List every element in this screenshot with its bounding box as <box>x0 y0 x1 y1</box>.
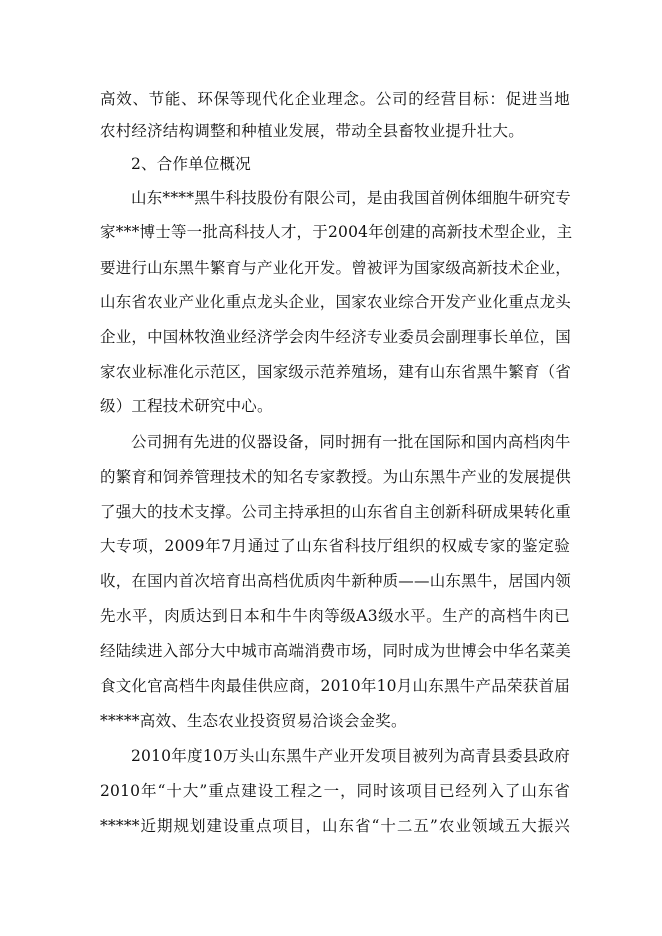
text-line: 的繁育和饲养管理技术的知名专家教授。为山东黑牛产业的发展提供 <box>100 468 572 486</box>
text-line: 先水平，肉质达到日本和牛牛肉等级A3级水平。生产的高档牛肉已 <box>100 607 570 625</box>
section-heading: 2、合作单位概况 <box>131 155 251 173</box>
text-line: 农村经济结构调整和种植业发展，带动全县畜牧业提升壮大。 <box>100 122 524 140</box>
text-line: *****近期规划建设重点项目，山东省“十二五”农业领域五大振兴 <box>100 817 570 835</box>
text-line: 级）工程技术研究中心。 <box>100 397 273 415</box>
text-line: *****高效、生态农业投资贸易洽谈会金奖。 <box>100 712 407 730</box>
text-line: 食文化官高档牛肉最佳供应商，2010年10月山东黑牛产品荣获首届 <box>100 677 570 695</box>
text-line: 收，在国内首次培育出高档优质肉牛新种质——山东黑牛，居国内领 <box>100 572 572 590</box>
text-line: 家农业标准化示范区，国家级示范养殖场，建有山东省黑牛繁育（省 <box>100 363 572 381</box>
text-line: 了强大的技术支撑。公司主持承担的山东省自主创新科研成果转化重 <box>100 503 572 521</box>
text-line: 2010年度10万头山东黑牛产业开发项目被列为高青县委县政府 <box>131 747 570 765</box>
text-line: 2010年“十大”重点建设工程之一，同时该项目已经列入了山东省 <box>100 782 570 800</box>
text-line: 要进行山东黑牛繁育与产业化开发。曾被评为国家级高新技术企业， <box>100 259 572 277</box>
text-line: 高效、节能、环保等现代化企业理念。公司的经营目标：促进当地 <box>100 90 570 108</box>
text-line: 山东省农业产业化重点龙头企业，国家农业综合开发产业化重点龙头 <box>100 293 572 311</box>
text-line: 企业，中国林牧渔业经济学会肉牛经济专业委员会副理事长单位，国 <box>100 328 572 346</box>
text-line: 公司拥有先进的仪器设备，同时拥有一批在国际和国内高档肉牛 <box>131 433 571 451</box>
text-line: 经陆续进入部分大中城市高端消费市场，同时成为世博会中华名菜美 <box>100 642 572 660</box>
text-line: 山东****黑牛科技股份有限公司，是由我国首例体细胞牛研究专 <box>131 189 572 207</box>
text-line: 家***博士等一批高科技人才，于2004年创建的高新技术型企业，主 <box>100 223 573 241</box>
text-line: 大专项，2009年7月通过了山东省科技厅组织的权威专家的鉴定验 <box>100 537 570 555</box>
